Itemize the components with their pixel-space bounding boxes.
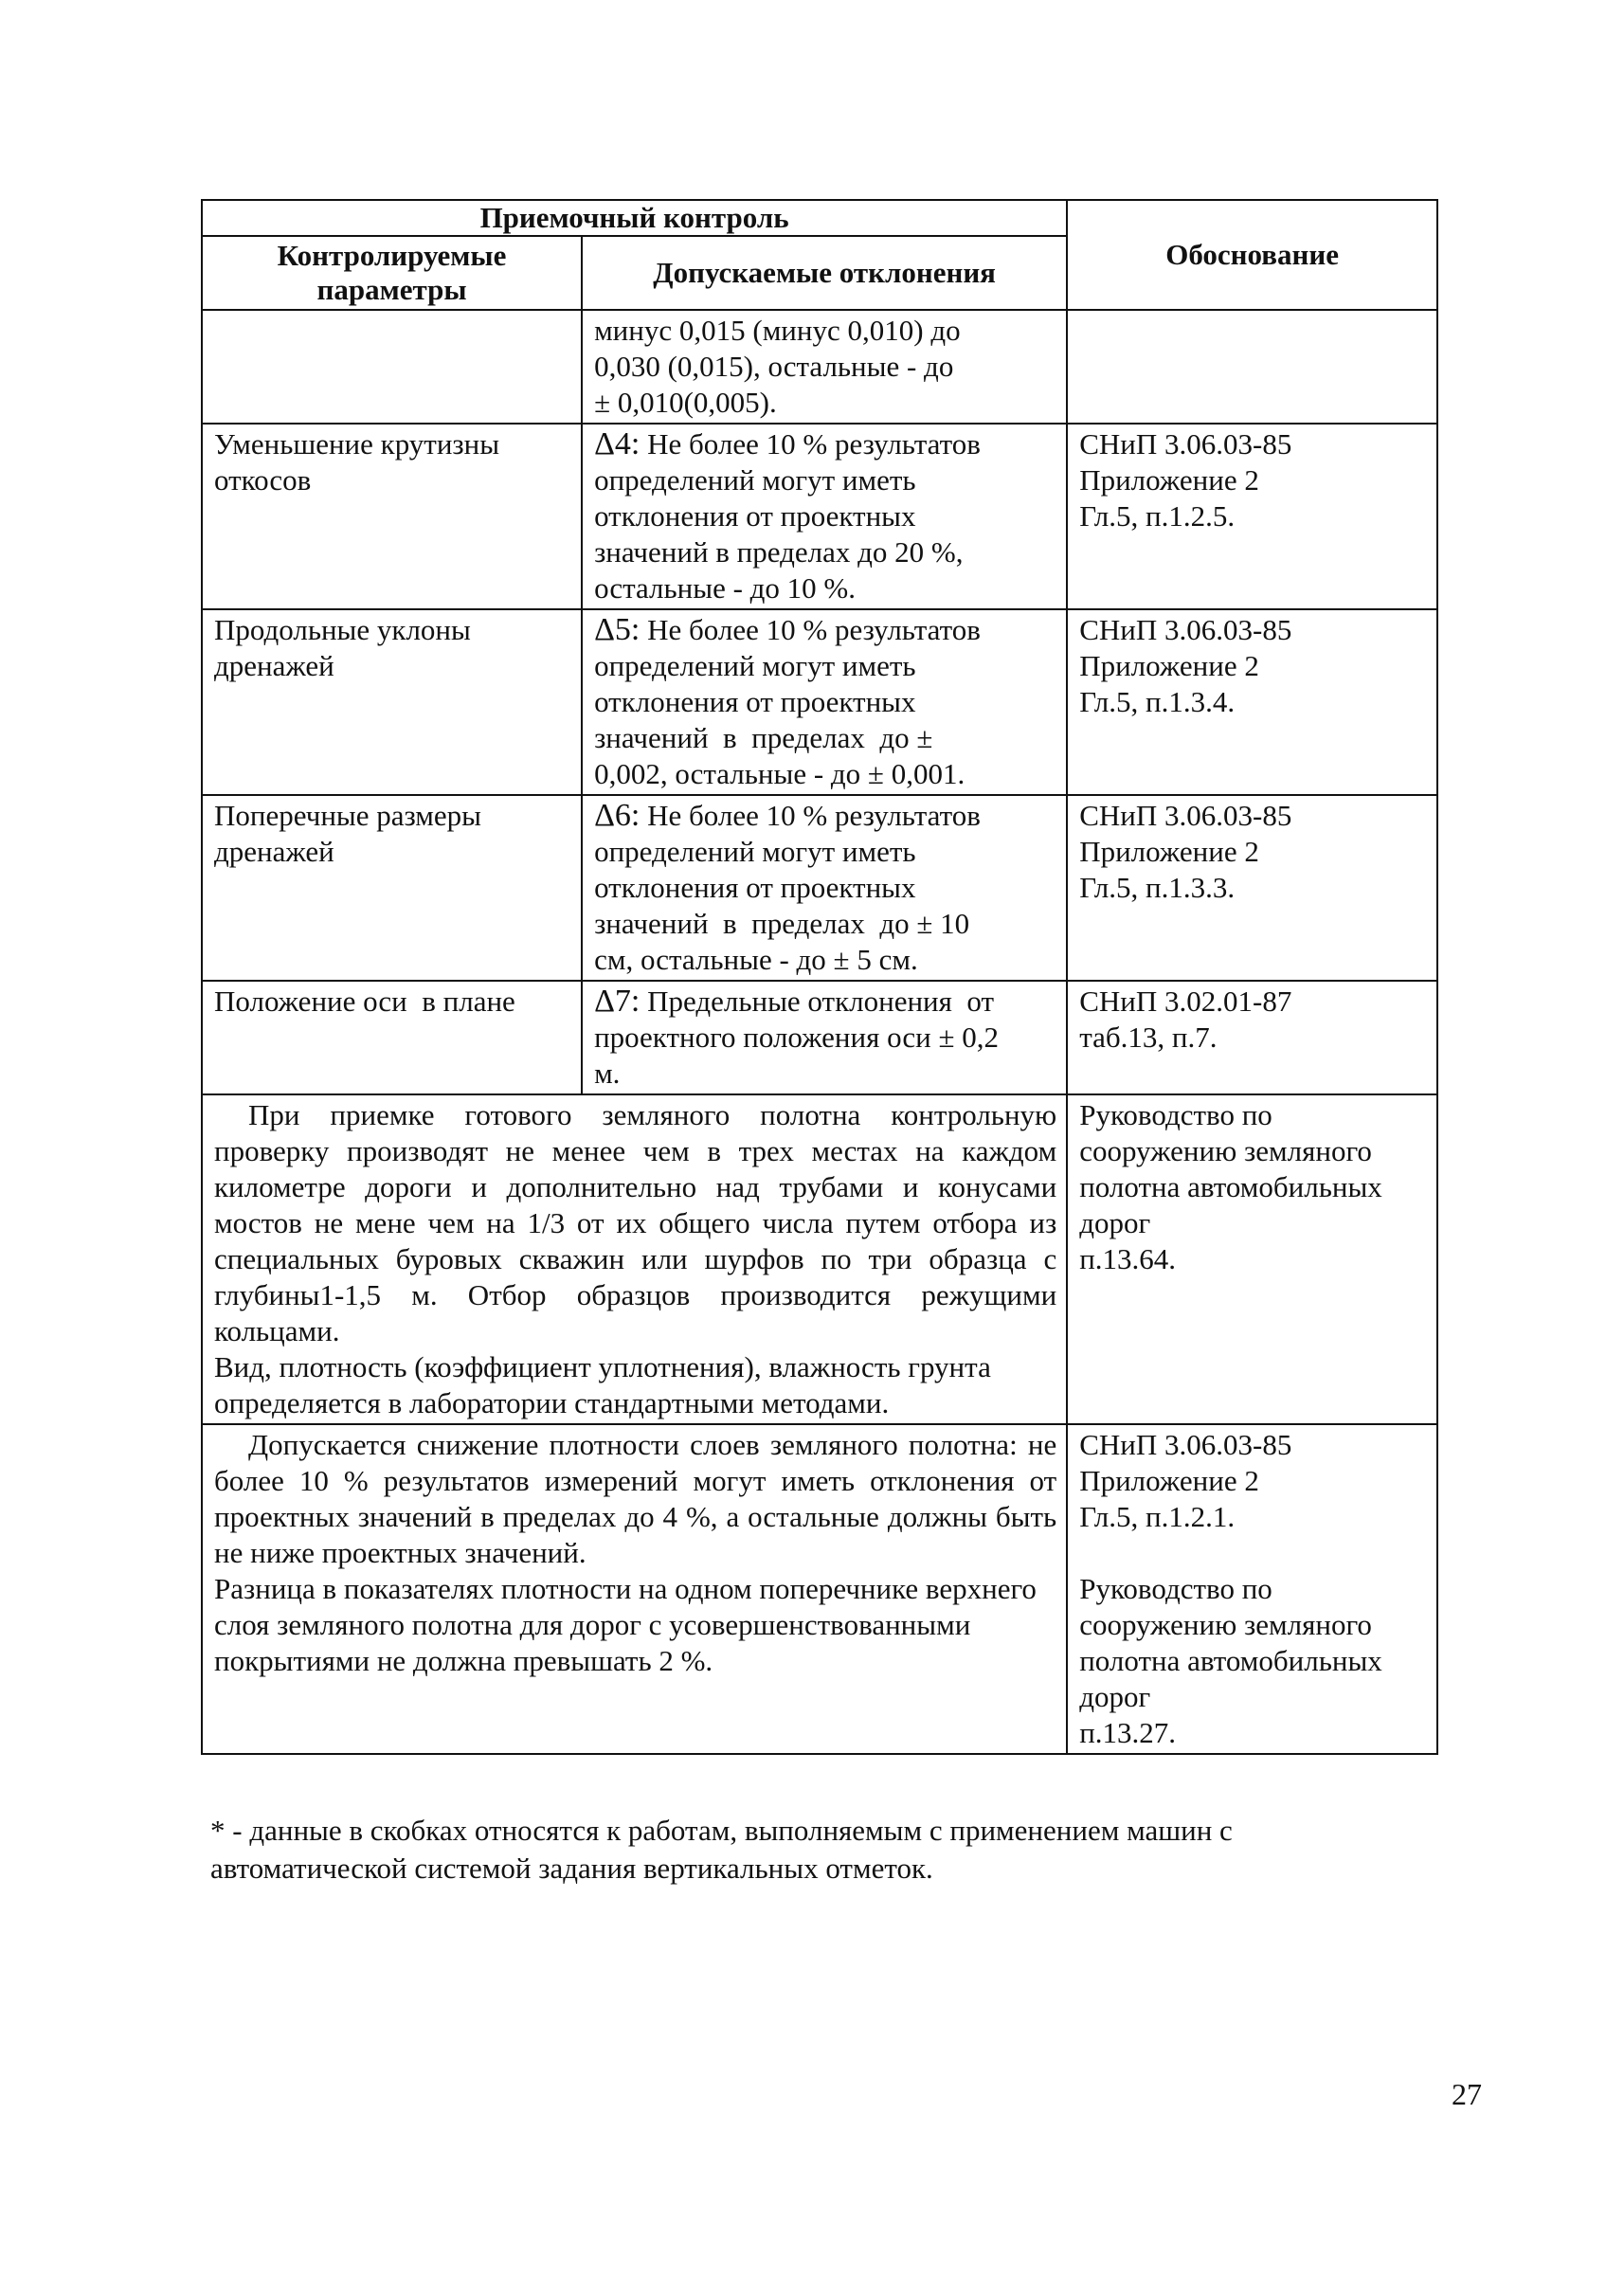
table-group-header-row bbox=[202, 200, 1437, 236]
page-number: 27 bbox=[1452, 2077, 1482, 2111]
basis-line: СНиП 3.06.03-85 bbox=[1079, 427, 1292, 461]
basis-cell bbox=[1067, 424, 1437, 609]
basis-line: таб.13, п.7. bbox=[1079, 1021, 1218, 1054]
basis-cell bbox=[1067, 609, 1437, 795]
param-cell bbox=[202, 981, 582, 1094]
param-line: Поперечные размеры bbox=[214, 799, 482, 832]
deviation-line: значений в пределах до 20 %, bbox=[594, 535, 964, 569]
basis-line: Гл.5, п.1.2.1. bbox=[1079, 1500, 1236, 1533]
basis-line: Гл.5, п.1.3.4. bbox=[1079, 685, 1236, 718]
deviation-line: м. bbox=[594, 1057, 621, 1090]
deviation-line: отклонения от проектных bbox=[594, 499, 916, 533]
param-cell bbox=[202, 609, 582, 795]
basis-line: Руководство по bbox=[1079, 1572, 1272, 1605]
basis-line: дорог bbox=[1079, 1206, 1151, 1239]
table-row bbox=[202, 795, 1437, 981]
basis-line: Приложение 2 bbox=[1079, 463, 1259, 497]
footnote: * - данные в скобках относятся к работам, выполняемым с применением машин с автоматической системой задания вертикальных отметок. bbox=[210, 1814, 1233, 1885]
deviation-line: определений могут иметь bbox=[594, 835, 916, 868]
params-column-header: Контролируемые параметры bbox=[202, 236, 582, 310]
param-line: дренажей bbox=[214, 835, 334, 868]
param-cell bbox=[202, 795, 582, 981]
basis-cell bbox=[1067, 1094, 1437, 1424]
deviation-line: отклонения от проектных bbox=[594, 685, 916, 718]
deviation-line: Не более 10 % результатов bbox=[647, 427, 981, 461]
basis-line: СНиП 3.06.03-85 bbox=[1079, 799, 1292, 832]
basis-cell bbox=[1067, 795, 1437, 981]
basis-line: п.13.64. bbox=[1079, 1242, 1177, 1275]
deviation-line: значений в пределах до ± bbox=[594, 721, 933, 754]
basis-spacer bbox=[1079, 1535, 1427, 1571]
table-row bbox=[202, 424, 1437, 609]
deviation-cell bbox=[582, 795, 1067, 981]
basis-line: п.13.27. bbox=[1079, 1716, 1177, 1749]
param-line: дренажей bbox=[214, 649, 334, 682]
deviation-line: минус 0,015 (минус 0,010) до bbox=[594, 314, 961, 347]
deviations-column-header: Допускаемые отклонения bbox=[582, 236, 1067, 310]
basis-line: СНиП 3.06.03-85 bbox=[1079, 1428, 1292, 1461]
deviation-cell bbox=[582, 310, 1067, 424]
deviation-line: 0,030 (0,015), остальные - до bbox=[594, 350, 954, 383]
basis-line: СНиП 3.06.03-85 bbox=[1079, 613, 1292, 646]
basis-line: Приложение 2 bbox=[1079, 649, 1259, 682]
basis-line: Гл.5, п.1.2.5. bbox=[1079, 499, 1236, 533]
basis-line: дорог bbox=[1079, 1680, 1151, 1713]
basis-column-header: Обоснование bbox=[1067, 200, 1437, 310]
wide-text-cell bbox=[202, 1094, 1067, 1424]
wide-text-cell bbox=[202, 1424, 1067, 1754]
deviation-line: проектного положения оси ± 0,2 bbox=[594, 1021, 999, 1054]
param-line: откосов bbox=[214, 463, 312, 497]
paragraph: Вид, плотность (коэффициент уплотнения), влажность грунта определяется в лаборатории стандартными методами. bbox=[214, 1350, 991, 1419]
paragraph: Разница в показателях плотности на одном поперечнике верхнего слоя земляного полотна для дорог с усовершенствованными покрытиями не должна превышать 2 %. bbox=[214, 1572, 1037, 1677]
basis-cell bbox=[1067, 310, 1437, 424]
delta-label: Δ5: bbox=[594, 612, 641, 647]
deviation-line: определений могут иметь bbox=[594, 463, 916, 497]
basis-line: полотна автомобильных bbox=[1079, 1170, 1382, 1203]
table-row bbox=[202, 310, 1437, 424]
deviation-line: см, остальные - до ± 5 см. bbox=[594, 943, 918, 976]
basis-line: Гл.5, п.1.3.3. bbox=[1079, 871, 1236, 904]
deviation-line: значений в пределах до ± 10 bbox=[594, 907, 970, 940]
basis-line: сооружению земляного bbox=[1079, 1608, 1372, 1641]
param-line: Уменьшение крутизны bbox=[214, 427, 500, 461]
table-row bbox=[202, 981, 1437, 1094]
table-row-wide bbox=[202, 1424, 1437, 1754]
basis-line: Руководство по bbox=[1079, 1098, 1272, 1131]
acceptance-control-table bbox=[201, 199, 1438, 1755]
paragraph: При приемке готового земляного полотна контрольную проверку производят не менее чем в трех местах на каждом километре дороги и дополнительно над трубами и конусами мостов не мене чем на 1/3 от их общего числа путем отбора из специальных буровых скважин или шурфов по три образца с глубины1-1,5 м. Отбор образцов производится режущими кольцами. bbox=[214, 1098, 1057, 1347]
paragraph: Допускается снижение плотности слоев земляного полотна: не более 10 % результатов измерений могут иметь отклонения от проектных значений в пределах до 4 %, а остальные должны быть не ниже проектных значений. bbox=[214, 1428, 1057, 1569]
deviation-cell bbox=[582, 609, 1067, 795]
deviation-cell bbox=[582, 981, 1067, 1094]
basis-line: полотна автомобильных bbox=[1079, 1644, 1382, 1677]
param-line: Продольные уклоны bbox=[214, 613, 471, 646]
deviation-line: Не более 10 % результатов bbox=[647, 613, 981, 646]
deviation-line: 0,002, остальные - до ± 0,001. bbox=[594, 757, 965, 790]
basis-cell bbox=[1067, 1424, 1437, 1754]
basis-line: СНиП 3.02.01-87 bbox=[1079, 985, 1292, 1018]
group-header: Приемочный контроль bbox=[202, 200, 1067, 236]
deviation-line: отклонения от проектных bbox=[594, 871, 916, 904]
delta-label: Δ4: bbox=[594, 426, 641, 461]
delta-label: Δ6: bbox=[594, 798, 641, 833]
deviation-line: остальные - до 10 %. bbox=[594, 571, 857, 605]
deviation-cell bbox=[582, 424, 1067, 609]
param-cell bbox=[202, 424, 582, 609]
basis-line: сооружению земляного bbox=[1079, 1134, 1372, 1167]
param-line: Положение оси в плане bbox=[214, 985, 515, 1018]
deviation-line: ± 0,010(0,005). bbox=[594, 386, 777, 419]
basis-cell bbox=[1067, 981, 1437, 1094]
table-row bbox=[202, 609, 1437, 795]
basis-line: Приложение 2 bbox=[1079, 835, 1259, 868]
delta-label: Δ7: bbox=[594, 984, 641, 1019]
table-row-wide bbox=[202, 1094, 1437, 1424]
deviation-line: Не более 10 % результатов bbox=[647, 799, 981, 832]
deviation-line: Предельные отклонения от bbox=[647, 985, 995, 1018]
param-cell bbox=[202, 310, 582, 424]
deviation-line: определений могут иметь bbox=[594, 649, 916, 682]
basis-line: Приложение 2 bbox=[1079, 1464, 1259, 1497]
